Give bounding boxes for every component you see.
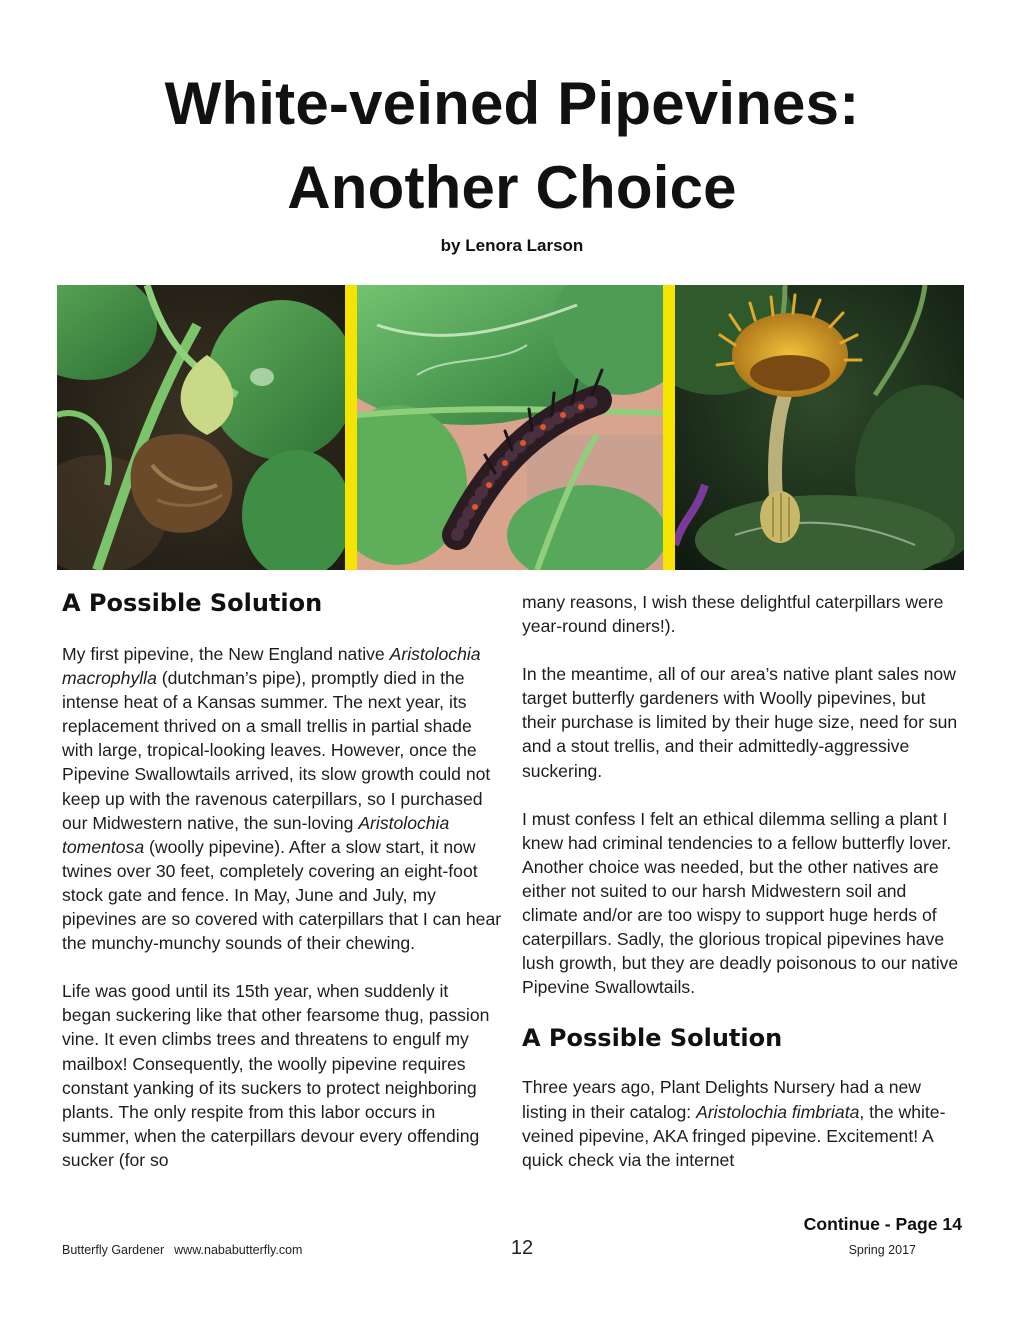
section-heading: A Possible Solution <box>522 1024 783 1053</box>
wilted-pipevine-flower-icon <box>57 285 345 570</box>
issue-date: Spring 2017 <box>848 1243 916 1257</box>
paragraph <box>62 642 502 955</box>
publication-name: Butterfly Gardener <box>62 1243 165 1257</box>
footer-publication <box>62 1243 302 1257</box>
text-run: Three years ago, Plant Delights Nursery had a new listing in their catalog: <box>522 1077 921 1122</box>
wilted-pipevine-flower-photo <box>57 285 345 570</box>
species-name: Aristolochia macrophylla <box>62 644 481 689</box>
continue-link[interactable]: Continue - Page 14 <box>803 1214 962 1234</box>
section-heading: A Possible Solution <box>62 589 323 617</box>
paragraph: many reasons, I wish these delightful caterpillars were year-round diners!). <box>522 592 944 637</box>
pipevine-caterpillar-photo <box>357 285 663 570</box>
byline: by Lenora Larson <box>440 236 584 255</box>
text-run: (dutchman’s pipe), promptly died in the intense heat of a Kansas summer. The next year, its replacement thrived on a small trellis in partial shade with large, tropical-looking leaves. However, once the Pipevine Swallowtails arrived, its slow growth could not keep up with the ravenous caterpillars, so I purchased our Midwestern native, the sun-loving <box>62 668 491 833</box>
text-run: (woolly pipevine). After a slow start, it now twines over 30 feet, completely covering an eight-foot stock gate and fence. In May, June and July, my pipevines are so covered with caterpillars that I can hear the munchy-munchy sounds of their chewing. <box>62 836 502 954</box>
species-name: Aristolochia fimbriata <box>696 1101 860 1122</box>
photo-strip <box>57 285 964 570</box>
text-run: , the white-veined pipevine, AKA fringed pipevine. Excitement! A quick check via the internet <box>522 1101 946 1170</box>
page-number: 12 <box>510 1237 534 1259</box>
fringed-pipevine-flower-photo <box>675 285 964 570</box>
species-name: Aristolochia tomentosa <box>62 812 450 857</box>
paragraph <box>522 1075 962 1171</box>
pipevine-swallowtail-caterpillar-icon <box>357 285 663 570</box>
right-column <box>522 590 962 1196</box>
paragraph: In the meantime, all of our area’s native plant sales now target butterfly gardeners with Woolly pipevines, but their purchase is limited by their huge size, need for sun and a stout trellis, and their admittedly-aggressive suckering. <box>522 664 958 781</box>
text-run: My first pipevine, the New England native <box>62 644 390 664</box>
fringed-pipevine-flower-icon <box>675 285 964 570</box>
article-title-line-2: Another Choice <box>287 154 737 221</box>
paragraph: I must confess I felt an ethical dilemma selling a plant I knew had criminal tendencies to a fellow butterfly lover. Another choice was needed, but the other natives are either not suited to our harsh Midwestern soil and climate and/or are too wispy to support huge herds of caterpillars. Sadly, the glorious tropical pipevines have lush growth, but they are deadly poisonous to our native Pipevine Swallowtails. <box>522 808 959 998</box>
paragraph: Life was good until its 15th year, when suddenly it began suckering like that other fearsome thug, passion vine. It even climbs trees and threatens to engulf my mailbox! Consequently, the woolly pipevine requires constant yanking of its suckers to protect neighboring plants. The only respite from this labor occurs in summer, when the caterpillars devour every offending sucker (for so <box>62 981 490 1170</box>
article-title-line-1: White-veined Pipevines: <box>164 70 860 137</box>
website-url[interactable]: www.nababutterfly.com <box>174 1243 303 1257</box>
left-column <box>62 588 502 1196</box>
